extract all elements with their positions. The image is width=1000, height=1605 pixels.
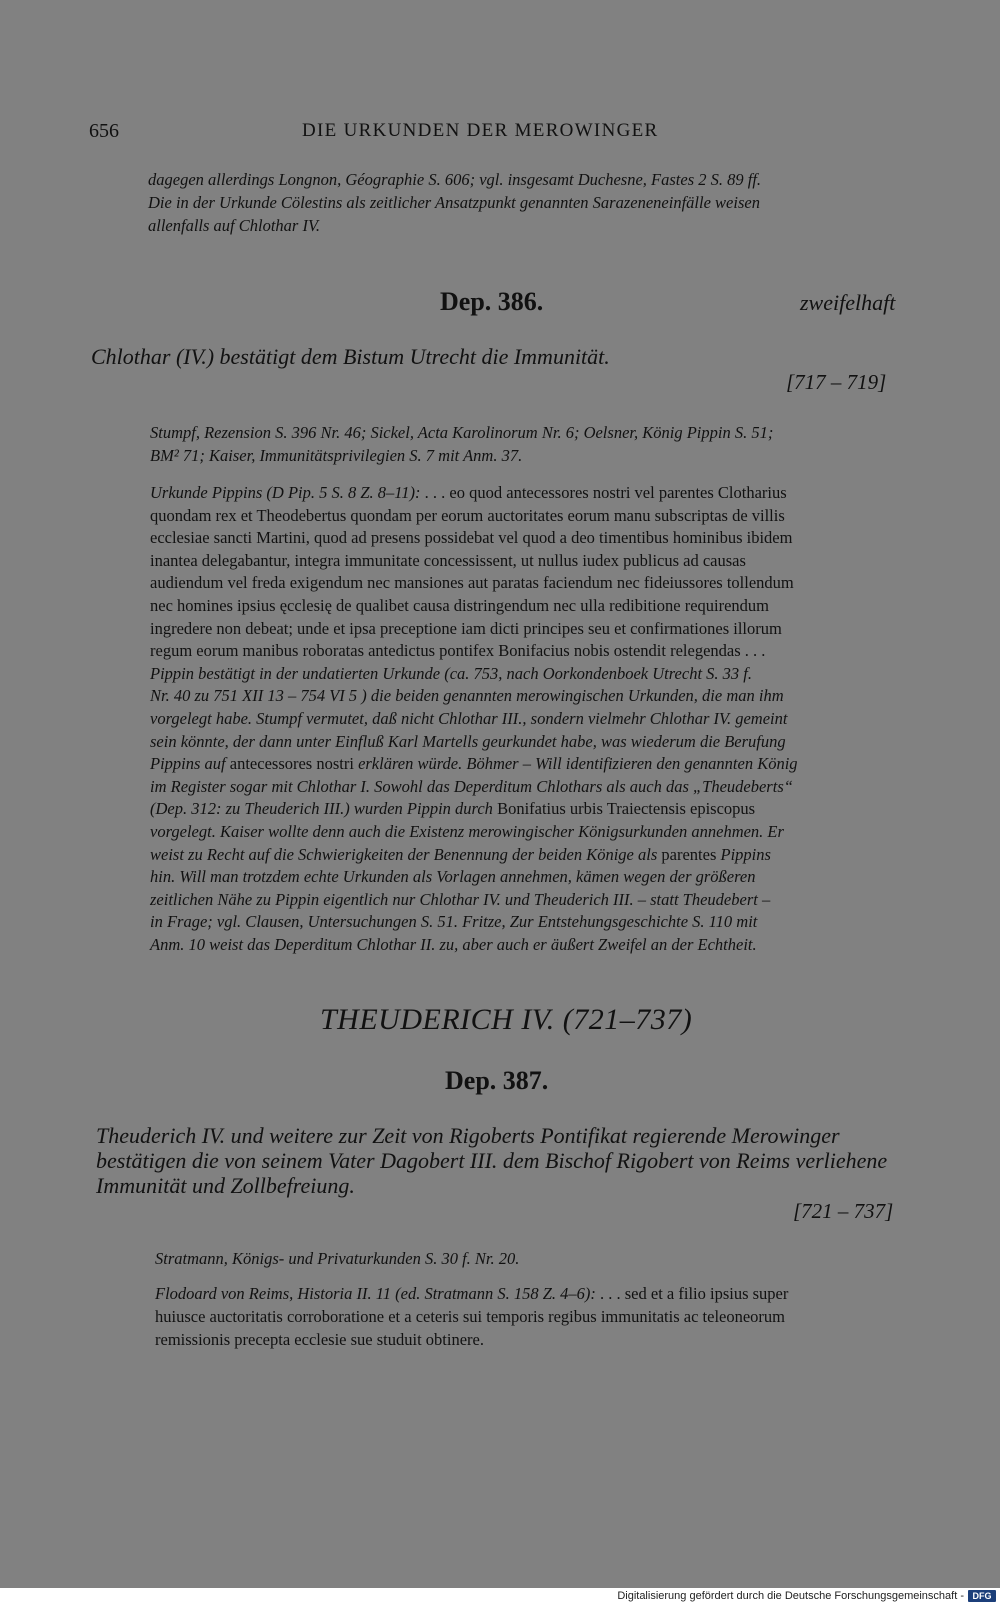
text-line [150,754,798,774]
dep-386-literature-line: BM² 71; Kaiser, Immunitätsprivilegien S. 7 mit Anm. 37. [150,446,523,465]
text-line [150,799,755,819]
italic-text: Pippins auf [150,754,230,774]
roman-text: regum eorum manibus roboratas antedictus pontifex Bonifacius nobis ostendit relegendas . . . [150,641,766,661]
text-line [150,890,770,910]
italic-text: vorgelegt. Kaiser wollte denn auch die Existenz merowingischer Königsurkunden annehmen. Er [150,822,784,841]
text-line [150,732,786,752]
dep-386-status: zweifelhaft [800,290,896,315]
roman-text: Bonifatius urbis Traiectensis episcopus [497,799,756,819]
text-line [150,777,793,797]
dep-387-date: [721 – 737] [793,1199,894,1223]
roman-text: . . . sed et a filio ipsius super [600,1284,789,1303]
roman-text: nec homines ipsius ęcclesię de qualibet causa distringendum nec ulla redibitione requirendum [150,596,770,615]
text-line [150,573,794,593]
italic-text: erklären würde. Böhmer – Will identifizieren den genannten König [353,754,798,774]
dep-387-regest-line: Theuderich IV. und weitere zur Zeit von Rigoberts Pontifikat regierende Merowinger [96,1123,840,1148]
roman-text: parentes [661,844,717,864]
intro-note-line: allenfalls auf Chlothar IV. [148,216,321,235]
text-line [155,1284,788,1304]
italic-text: Anm. 10 weist das Deperditum Chlothar II. zu, aber auch er äußert Zweifel an der Echtheit. [150,935,757,954]
italic-text: Pippin bestätigt in der undatierten Urkunde (ca. 753, nach Oorkondenboek Utrecht S. 33 f. [150,663,752,683]
italic-text: Urkunde Pippins (D Pip. 5 S. 8 Z. 8–11): [150,483,425,502]
roman-text: huiusce auctoritatis corroboratione et a ceteris sui temporis regibus immunitatis ac teleoneorum [155,1307,786,1326]
dep-387-regest-line: bestätigen die von seinem Vater Dagobert III. dem Bischof Rigobert von Reims verliehene [96,1148,888,1173]
footer-credit: Digitalisierung gefördert durch die Deutsche Forschungsgemeinschaft - [617,1590,964,1602]
intro-note-line: dagegen allerdings Longnon, Géographie S. 606; vgl. insgesamt Duchesne, Fastes 2 S. 89 ff. [148,170,762,189]
italic-text: hin. Will man trotzdem echte Urkunden als Vorlagen annehmen, kämen wegen der größeren [150,867,756,887]
italic-text: Nr. 40 zu 751 XII 13 – 754 VI 5 ) die beiden genannten merowingischen Urkunden, die man ihm [150,686,784,706]
roman-text: quondam rex et Theodebertus quondam per eorum auctoritates eorum manu subscriptas de villis [150,505,785,525]
italic-text: im Register sogar mit Chlothar I. Sowohl das Deperditum Chlothars als auch das „Theudeberts“ [150,776,793,796]
text-line [150,709,787,729]
dep-387-regest-line: Immunität und Zollbefreiung. [96,1173,355,1198]
ruler-heading: THEUDERICH IV. (721–737) [320,1003,693,1036]
dep-386-date: [717 – 719] [786,370,887,394]
text-line [150,664,752,684]
italic-text: zeitlichen Nähe zu Pippin eigentlich nur Chlothar IV. und Theuderich III. – statt Theudebert – [150,889,771,909]
roman-text: remissionis precepta ecclesie sue studuit obtinere. [155,1330,484,1349]
dep-386-title: Dep. 386. [440,287,544,316]
italic-text: Flodoard von Reims, Historia II. 11 (ed. Stratmann S. 158 Z. 4–6): [155,1284,601,1303]
intro-note-line: Die in der Urkunde Cölestins als zeitlicher Ansatzpunkt genannten Sarazeneneinfälle weisen [148,193,760,212]
italic-text: (Dep. 312: zu Theuderich III.) wurden Pippin durch [150,799,498,819]
dep-386-literature-line: Stumpf, Rezension S. 396 Nr. 46; Sickel, Acta Karolinorum Nr. 6; Oelsner, König Pippin S. 51; [150,423,774,442]
text-line [150,619,782,639]
dep-387-title: Dep. 387. [445,1066,549,1095]
italic-text: sein könnte, der dann unter Einfluß Karl Martells geurkundet habe, was wiederum die Berufung [150,731,786,751]
dfg-logo: DFG [968,1590,996,1602]
text-line [150,551,746,571]
text-line [150,867,756,887]
roman-text: audiendum vel freda exigendum nec mansiones aut paratas faciendum nec fideiussores tollendum [150,573,794,593]
italic-text: vorgelegt habe. Stumpf vermutet, daß nicht Chlothar III., sondern vielmehr Chlothar IV. gemeint [150,709,788,728]
text-line [150,935,757,955]
page-number: 656 [89,120,119,142]
roman-text: inantea delegabantur, integra immunitate concessissent, ut nullus iudex publicus ad causas [150,550,746,570]
roman-text: . . . eo quod antecessores nostri vel parentes Clotharius [424,483,787,502]
text-line [150,596,769,616]
roman-text: ingredere non debeat; unde et ipsa preceptione iam dicti principes seu et confirmationes illorum [150,618,782,638]
text-line [150,641,765,661]
footer [0,1588,1000,1605]
dep-387-literature: Stratmann, Königs- und Privaturkunden S. 30 f. Nr. 20. [155,1249,520,1268]
italic-text: in Frage; vgl. Clausen, Untersuchungen S. 51. Fritze, Zur Entstehungsgeschichte S. 110 mit [150,912,758,932]
italic-text: weist zu Recht auf die Schwierigkeiten der Benennung der beiden Könige als [150,844,662,864]
text-line [150,686,784,706]
text-line [155,1307,785,1327]
text-line [150,483,787,503]
roman-text: ecclesiae sancti Martini, quod ad presens possidebat vel quod a deo timentibus hominibus ibidem [150,528,793,548]
roman-text: antecessores nostri [229,754,354,774]
dep-386-regest: Chlothar (IV.) bestätigt dem Bistum Utrecht die Immunität. [91,344,610,369]
text-line [150,506,785,526]
running-title: DIE URKUNDEN DER MEROWINGER [302,120,659,141]
text-line [150,528,792,548]
text-line [155,1330,484,1350]
text-line [150,845,771,865]
text-line [150,822,784,842]
text-line [150,912,757,932]
italic-text: Pippins [716,844,771,864]
